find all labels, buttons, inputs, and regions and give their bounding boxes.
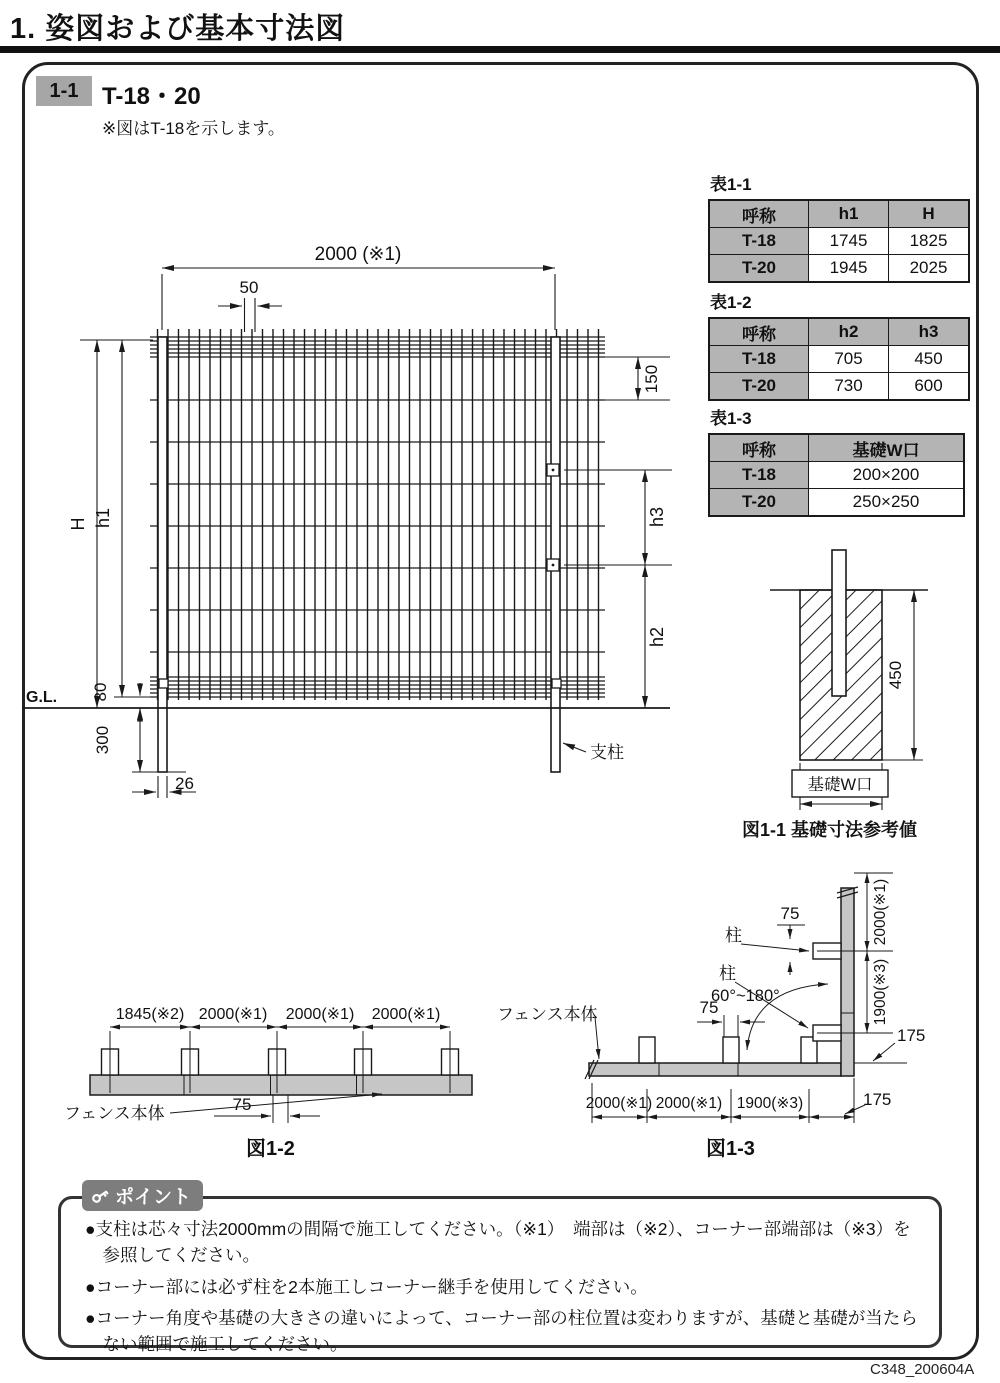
title-underline-bar — [0, 46, 1000, 53]
post-label: 柱 — [725, 926, 742, 945]
table-cell: 705 — [809, 346, 889, 373]
corner-plan-diagram — [495, 865, 995, 1150]
table-cell: 1825 — [889, 228, 970, 255]
table-cell: 1745 — [809, 228, 889, 255]
table-cell: 450 — [889, 346, 970, 373]
point-badge-label: ポイント — [115, 1187, 192, 1208]
dim-label: 2000(※1) — [285, 1006, 355, 1023]
spec-table — [708, 199, 970, 283]
table-header: h2 — [809, 318, 889, 346]
section-title: T-18・20 — [102, 83, 201, 110]
fence-post — [158, 337, 167, 772]
posts — [102, 1049, 459, 1075]
table-cell: T-18 — [709, 462, 809, 489]
page-title: 1. 姿図および基本寸法図 — [10, 13, 346, 45]
base-width-label: 基礎W口 — [807, 776, 873, 794]
section-number-badge: 1-1 — [36, 76, 92, 106]
dim-h1-label: h1 — [93, 507, 113, 529]
dim-label: 2000(※1) — [872, 878, 889, 946]
table-cell: T-20 — [709, 489, 809, 517]
table-caption: 表1-3 — [710, 409, 752, 428]
table-row — [709, 346, 969, 373]
table-cell: 2025 — [889, 255, 970, 283]
point-item: ●支柱は芯々寸法2000mmの間隔で施工してください。（※1） 端部は（※2）、コーナー部端部は（※3）を参照してください。 — [85, 1219, 911, 1266]
foundation-detail-diagram — [768, 548, 993, 813]
table-1-3 — [708, 404, 965, 517]
post-label: 柱 — [719, 964, 736, 983]
fence-body-bar-vertical — [841, 888, 854, 1076]
fence-body-label: フェンス本体 — [64, 1104, 165, 1123]
spec-table — [708, 433, 965, 517]
fig3-caption: 図1-3 — [706, 1138, 755, 1160]
table-header: 基礎W口 — [809, 434, 965, 462]
fence-post — [551, 337, 560, 772]
table-cell: T-18 — [709, 228, 809, 255]
embedded-post — [832, 550, 846, 696]
dim-label: 2000(※1) — [585, 1095, 653, 1112]
dim-label: 175 — [897, 1026, 926, 1045]
table-cell: 1945 — [809, 255, 889, 283]
point-item: ●コーナー角度や基礎の大きさの違いによって、コーナー部の柱位置は変わりますが、基礎と基礎が当たらない範囲で施工してください。 — [85, 1307, 918, 1354]
table-header: 呼称 — [709, 434, 809, 462]
dim-pitch-label: 50 — [239, 278, 259, 297]
point-box — [58, 1196, 942, 1354]
point-badge — [82, 1180, 203, 1211]
table-header: h1 — [809, 200, 889, 228]
table-row — [709, 489, 964, 517]
fig1-caption: 図1-1 基礎寸法参考値 — [742, 820, 918, 840]
dim-label: 2000(※1) — [655, 1095, 723, 1112]
table-row — [709, 228, 969, 255]
dim-26-label: 26 — [175, 774, 194, 793]
dim-width-label: 2000 (※1) — [314, 244, 402, 265]
dim-h3-label: h3 — [647, 506, 667, 528]
dim-offset-label: 75 — [232, 1095, 252, 1114]
table-cell: 730 — [809, 373, 889, 401]
table-header: H — [889, 200, 970, 228]
document-code: C348_200604A — [870, 1361, 975, 1378]
table-cell: T-20 — [709, 373, 809, 401]
table-cell: 250×250 — [809, 489, 965, 517]
angle-label: 60°~180° — [711, 987, 780, 1005]
dim-80-label: 80 — [91, 682, 110, 702]
table-cell: 600 — [889, 373, 970, 401]
table-header: h3 — [889, 318, 970, 346]
table-cell: T-18 — [709, 346, 809, 373]
dim-label: 175 — [863, 1090, 892, 1109]
spec-table — [708, 317, 970, 401]
posts — [639, 1037, 817, 1063]
dim-h2-label: h2 — [647, 626, 667, 648]
dim-top-label: 150 — [642, 364, 661, 394]
fence-body-bar-horizontal — [589, 1063, 841, 1076]
fence-body-bar — [90, 1075, 472, 1095]
table-row — [709, 462, 964, 489]
table-1-1 — [708, 170, 970, 283]
table-cell: T-20 — [709, 255, 809, 283]
straight-run-plan-diagram — [62, 995, 492, 1135]
dim-offset-label: 75 — [780, 904, 800, 923]
table-header: 呼称 — [709, 200, 809, 228]
dim-label: 1845(※2) — [115, 1006, 185, 1023]
dim-depth-label: 450 — [886, 660, 905, 690]
dim-label: 1900(※3) — [736, 1095, 804, 1112]
dim-label: 2000(※1) — [371, 1006, 441, 1023]
key-icon — [86, 1182, 114, 1210]
post-label: 支柱 — [590, 743, 624, 762]
dim-label: 2000(※1) — [198, 1006, 268, 1023]
dim-300-label: 300 — [93, 725, 112, 755]
dim-label: 1900(※3) — [872, 958, 889, 1026]
fig2-caption: 図1-2 — [246, 1138, 295, 1160]
ground-level-label: G.L. — [26, 689, 58, 706]
fence-body-label: フェンス本体 — [497, 1005, 598, 1024]
point-item: ●コーナー部には必ず柱を2本施工しコーナー継手を使用してください。 — [85, 1276, 648, 1297]
table-caption: 表1-2 — [710, 293, 752, 312]
dim-H-label: H — [68, 517, 88, 531]
fence-elevation-diagram — [20, 240, 700, 810]
section-note: ※図はT-18を示します。 — [102, 119, 285, 138]
table-row — [709, 255, 969, 283]
table-cell: 200×200 — [809, 462, 965, 489]
table-caption: 表1-1 — [710, 175, 752, 194]
table-header: 呼称 — [709, 318, 809, 346]
table-1-2 — [708, 288, 970, 401]
dim-offset-label: 75 — [699, 998, 719, 1017]
corner-connectors — [813, 943, 841, 1041]
table-row — [709, 373, 969, 401]
